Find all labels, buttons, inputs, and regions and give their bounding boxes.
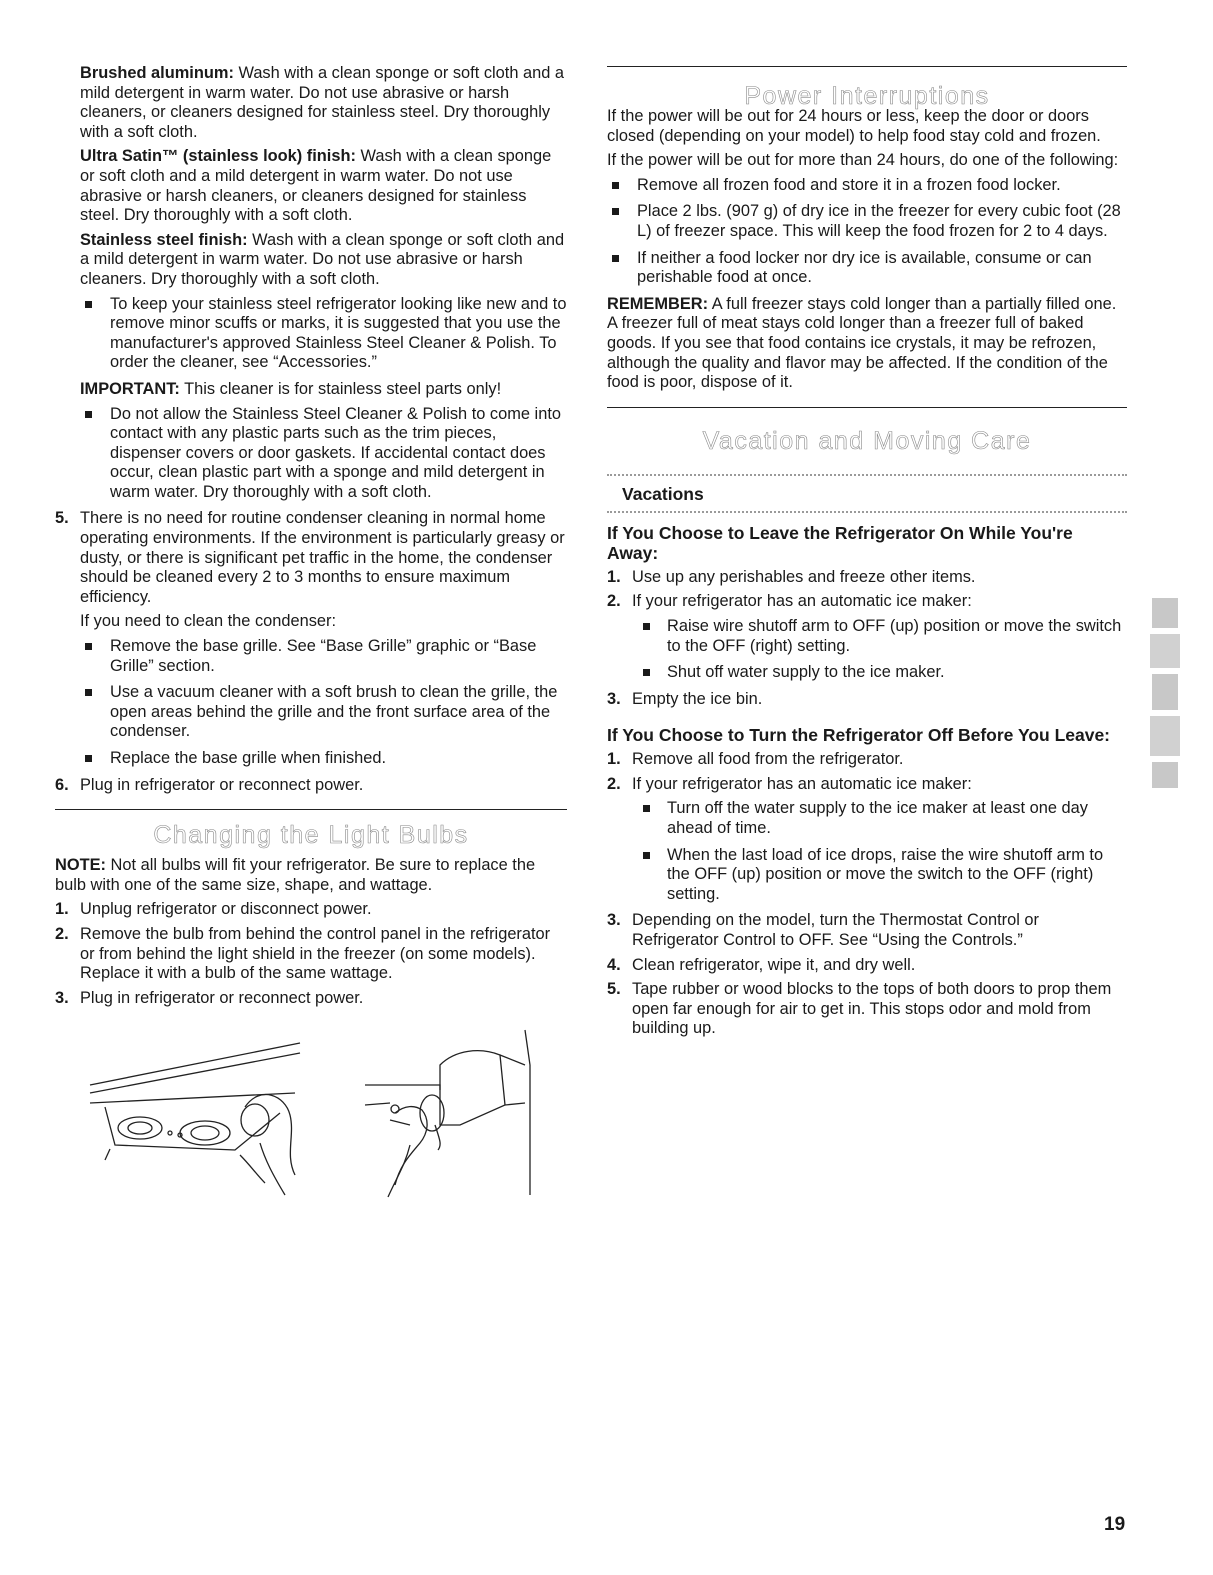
numbered-item: 2. If your refrigerator has an automatic ice maker: [607, 592, 972, 611]
bullet-icon [612, 182, 619, 189]
subheading-vacations: Vacations [622, 483, 704, 504]
section-heading-light-bulbs: Changing the Light Bulbs [153, 821, 469, 850]
numbered-item: 5. There is no need for routine condenser cleaning in normal home operating environments. If the environment is particularly greasy or dusty, or there is significant pet traffic in the home, the condenser should be cleaned every 2 to 3 months to ensure maximum efficiency. [55, 509, 565, 606]
bullet-item: Use a vacuum cleaner with a soft brush to clean the grille, the open areas behind the grille and the front surface area of the condenser. [55, 683, 567, 742]
numbered-item: 1. Use up any perishables and freeze other items. [607, 567, 976, 586]
bullet-icon [643, 852, 650, 859]
numbered-item: 5. Tape rubber or wood blocks to the tops of both doors to prop them open far enough for air to get in. This stops odor and mold from building up. [607, 980, 1112, 1038]
numbered-item: 1. Remove all food from the refrigerator. [607, 750, 904, 769]
numbered-item: 2. If your refrigerator has an automatic ice maker: [607, 774, 972, 793]
bullet-item: Do not allow the Stainless Steel Cleaner & Polish to come into contact with any plastic parts such as the trim pieces, dispenser covers or door gaskets. If accidental contact does occur, clean plastic part with a sponge and mild detergent in warm water. Dry thoroughly with a soft cloth. [55, 405, 567, 503]
section-divider [55, 809, 567, 810]
dotted-rule [607, 474, 1127, 476]
numbered-item: 6. Plug in refrigerator or reconnect power. [55, 775, 364, 794]
note-paragraph: NOTE: Not all bulbs will fit your refrigerator. Be sure to replace the bulb with one of the same size, shape, and wattage. [55, 856, 536, 894]
bullet-item: Turn off the water supply to the ice maker at least one day ahead of time. [607, 799, 1127, 838]
remember-paragraph: REMEMBER: A full freezer stays cold longer than a partially filled one. A freezer full of meat stays cold longer than a freezer full of baked goods. If you see that food contains ice crystals, it may be refrozen, although the quality and flavor may be affected. If the condition of the food is poor, dispose of it. [607, 294, 1117, 392]
section-divider [607, 66, 1127, 67]
bullet-icon [612, 208, 619, 215]
dotted-rule [607, 511, 1127, 513]
bullet-item: To keep your stainless steel refrigerator looking like new and to remove minor scuffs or marks, it is suggested that you use the manufacturer's approved Stainless Steel Cleaner & Polish. To order the cleaner, see “Accessories.” [55, 295, 567, 373]
freezer-light-shield-illustration [360, 1025, 550, 1200]
heading-turn-off: If You Choose to Turn the Refrigerator Off Before You Leave: [607, 725, 1111, 746]
bullet-icon [612, 255, 619, 262]
bullet-icon [643, 805, 650, 812]
section-heading-vacation-moving: Vacation and Moving Care [702, 426, 1032, 455]
numbered-item: 3. Empty the ice bin. [607, 689, 763, 708]
bullet-item: Remove the base grille. See “Base Grille” graphic or “Base Grille” section. [55, 637, 567, 676]
bullet-item: Place 2 lbs. (907 g) of dry ice in the freezer for every cubic foot (28 L) of freezer space. This will keep the food frozen for 2 to 4 days. [607, 202, 1127, 241]
section-divider [607, 407, 1127, 408]
power-paragraph-2: If the power will be out for more than 24 hours, do one of the following: [607, 151, 1119, 170]
bullet-item: Replace the base grille when finished. [55, 749, 567, 769]
bullet-item: Remove all frozen food and store it in a frozen food locker. [607, 176, 1127, 196]
ultra-satin-paragraph: Ultra Satin™ (stainless look) finish: Wash with a clean sponge or soft cloth and a mild detergent in warm water. Do not use abrasive or harsh cleaners, or cleaners designed for stainless steel. Dry thoroughly with a soft cloth. [80, 147, 552, 225]
control-panel-bulb-illustration [85, 1025, 325, 1200]
page-number: 19 [1104, 1514, 1126, 1535]
bullet-item: Shut off water supply to the ice maker. [607, 663, 1127, 683]
power-paragraph-1: If the power will be out for 24 hours or less, keep the door or doors closed (depending on your model) to help food stay cold and frozen. [607, 107, 1101, 145]
section-heading-power-interruptions: Power Interruptions [744, 82, 990, 110]
numbered-item: 3. Depending on the model, turn the Thermostat Control or Refrigerator Control to OFF. See “Using the Controls.” [607, 911, 1039, 950]
important-paragraph: IMPORTANT: This cleaner is for stainless steel parts only! [80, 379, 502, 398]
bullet-icon [643, 669, 650, 676]
bullet-item: If neither a food locker nor dry ice is available, consume or can perishable food at once. [607, 249, 1127, 288]
condenser-intro: If you need to clean the condenser: [80, 612, 337, 631]
brushed-aluminum-paragraph: Brushed aluminum: Wash with a clean sponge or soft cloth and a mild detergent in warm water. Do not use abrasive or harsh cleaners, or cleaners designed for stainless steel. Dry thoroughly with a soft cloth. [80, 64, 565, 141]
right-column [607, 66, 1127, 1044]
bullet-icon [85, 643, 92, 650]
heading-leave-on: If You Choose to Leave the Refrigerator On While You're Away: [607, 522, 1073, 563]
language-tab-icon [1148, 596, 1182, 792]
bullet-icon [85, 755, 92, 762]
numbered-item: 1. Unplug refrigerator or disconnect power. [55, 900, 372, 919]
numbered-item: 4. Clean refrigerator, wipe it, and dry well. [607, 955, 916, 974]
bullet-icon [85, 689, 92, 696]
left-column [55, 64, 567, 1013]
stainless-steel-paragraph: Stainless steel finish: Wash with a clean sponge or soft cloth and a mild detergent in warm water. Do not use abrasive or harsh cleaners. Dry thoroughly with a soft cloth. [80, 230, 565, 288]
bullet-icon [85, 301, 92, 308]
bullet-item: When the last load of ice drops, raise the wire shutoff arm to the OFF (up) position or move the switch to the OFF (right) setting. [607, 846, 1127, 905]
numbered-item: 3. Plug in refrigerator or reconnect power. [55, 988, 364, 1007]
bullet-icon [643, 623, 650, 630]
bullet-icon [85, 411, 92, 418]
numbered-item: 2. Remove the bulb from behind the control panel in the refrigerator or from behind the light shield in the freezer (on some models). Replace it with a bulb of the same wattage. [55, 924, 551, 983]
bullet-item: Raise wire shutoff arm to OFF (up) position or move the switch to the OFF (right) setting. [607, 617, 1127, 656]
